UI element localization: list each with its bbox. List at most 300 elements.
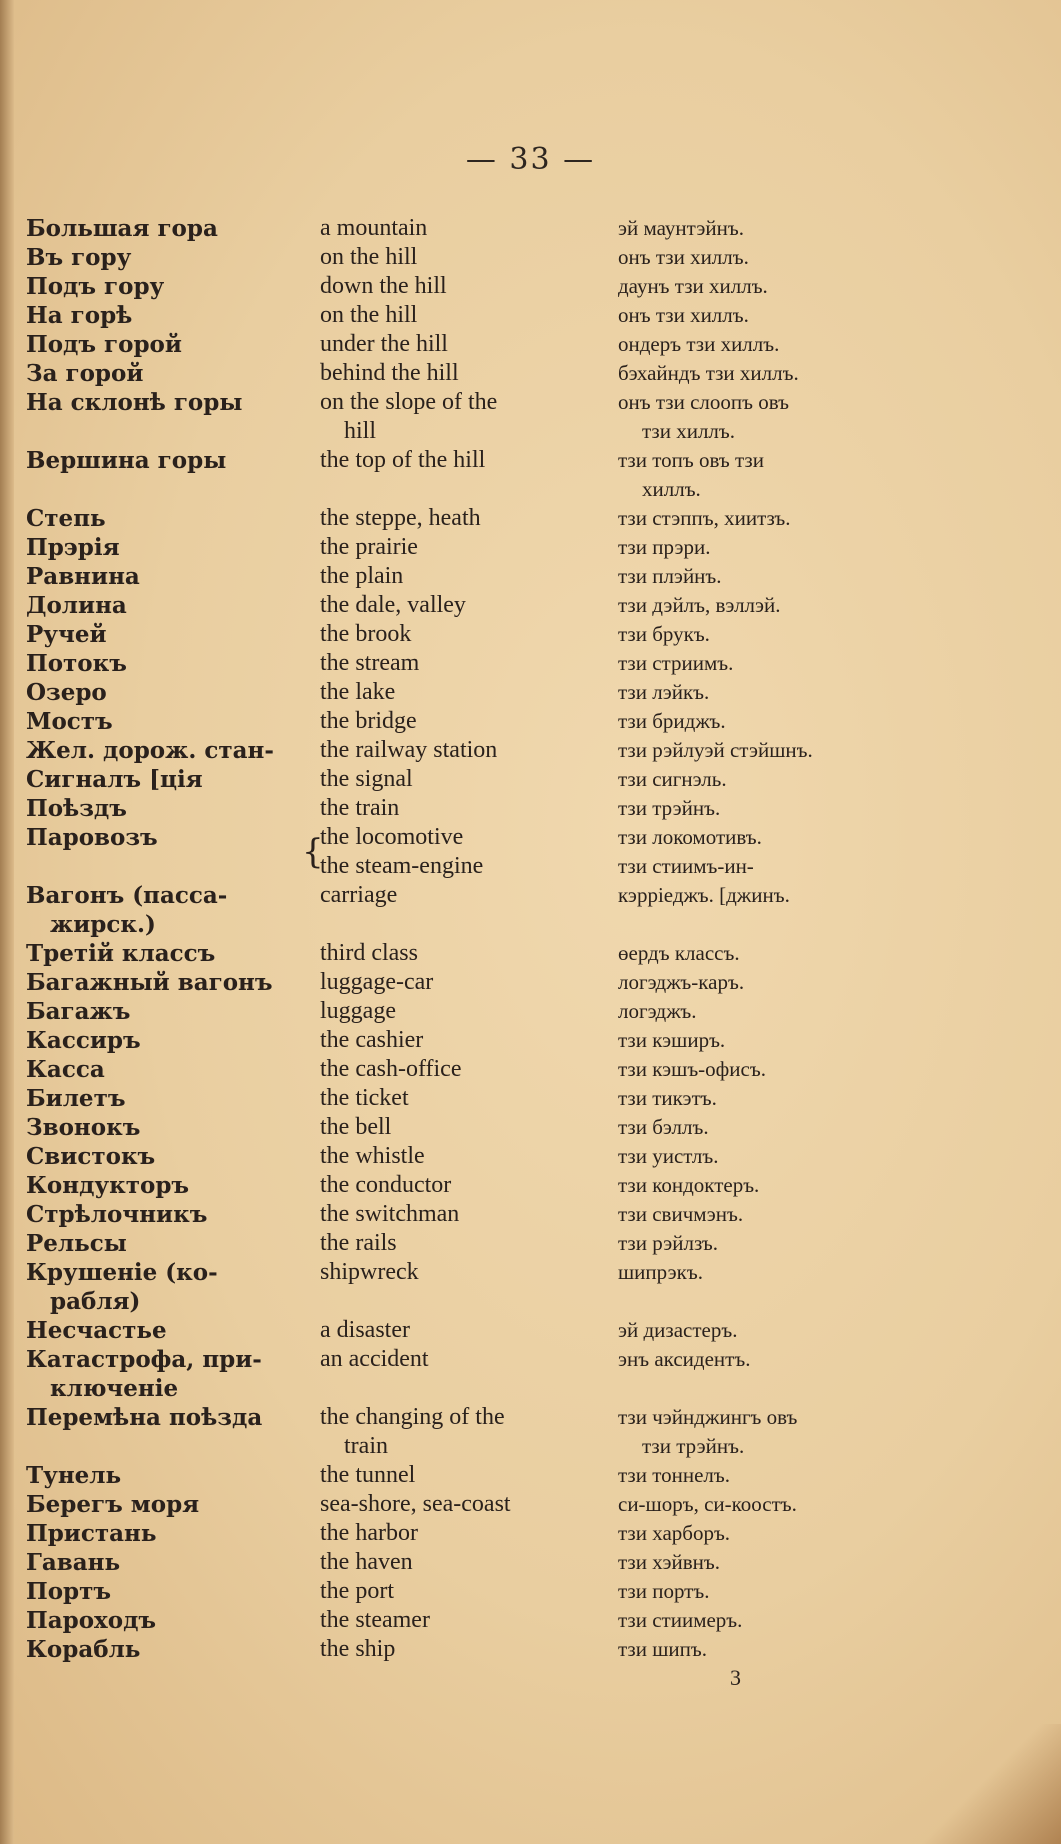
russian-term-text: На склонѣ горы: [26, 389, 243, 416]
pronunciation-text: тзи топъ овъ тзи: [618, 448, 764, 472]
pronunciation: [618, 591, 918, 620]
russian-term-text-cont: ключеніе: [50, 1375, 179, 1402]
pronunciation-text: эй дизастеръ.: [618, 1318, 738, 1342]
russian-term-text: Тунель: [26, 1462, 122, 1489]
pronunciation: [618, 620, 918, 649]
english-term-text: the prairie: [320, 534, 418, 560]
russian-term-text: Гавань: [26, 1549, 121, 1576]
english-term: [320, 330, 612, 359]
english-term-text: luggage-car: [320, 969, 434, 995]
english-term: [320, 968, 612, 997]
english-term: [320, 794, 612, 823]
pronunciation: [618, 301, 918, 330]
pronunciation-text: тзи кэшъ-офисъ.: [618, 1057, 766, 1081]
entry-row: [0, 1519, 1061, 1548]
pronunciation: [618, 1403, 918, 1461]
english-term: [320, 1258, 612, 1287]
pronunciation: [618, 1258, 918, 1287]
english-term-text: the stream: [320, 650, 420, 676]
pronunciation-text: тзи портъ.: [618, 1579, 710, 1603]
english-term: [320, 1142, 612, 1171]
pronunciation-text: тзи рэйлзъ.: [618, 1231, 719, 1255]
pronunciation: [618, 562, 918, 591]
entry-row: [0, 1113, 1061, 1142]
english-term: [320, 1316, 612, 1345]
english-term-text: the conductor: [320, 1172, 452, 1198]
english-term: [320, 1635, 612, 1664]
pronunciation-text: өердъ классъ.: [618, 941, 740, 965]
pronunciation-text: тзи уистлъ.: [618, 1144, 719, 1168]
russian-term-text: Долина: [26, 592, 127, 619]
entry-row: [0, 939, 1061, 968]
russian-term: [26, 533, 316, 562]
pronunciation-text: тзи плэйнъ.: [618, 564, 722, 588]
russian-term-text: Свистокъ: [26, 1143, 156, 1170]
english-term-text: the plain: [320, 563, 404, 589]
english-term: [320, 997, 612, 1026]
pronunciation-text: тзи кондоктеръ.: [618, 1173, 760, 1197]
english-term: [320, 301, 612, 330]
entry-row: [0, 330, 1061, 359]
pronunciation: [618, 997, 918, 1026]
english-term-text: third class: [320, 940, 418, 966]
russian-term: [26, 1577, 316, 1606]
english-term-text: the brook: [320, 621, 412, 647]
pronunciation-text: тзи брукъ.: [618, 622, 710, 646]
english-term-text: the train: [320, 795, 400, 821]
pronunciation-text: тзи тоннелъ.: [618, 1463, 731, 1487]
english-term: [320, 939, 612, 968]
pronunciation-text: тзи сигнэль.: [618, 767, 727, 791]
russian-term: [26, 707, 316, 736]
english-term-text: on the slope of the: [320, 389, 498, 415]
entry-row: [0, 533, 1061, 562]
russian-term: [26, 301, 316, 330]
russian-term-text: Равнина: [26, 563, 140, 590]
english-term: [320, 649, 612, 678]
russian-term-text: Берегъ моря: [26, 1491, 200, 1518]
english-term: [320, 1200, 612, 1229]
entry-row: [0, 968, 1061, 997]
english-term-text: the locomotive: [320, 824, 464, 850]
pronunciation-text: тзи харборъ.: [618, 1521, 731, 1545]
pronunciation-text: тзи дэйлъ, вэллэй.: [618, 593, 781, 617]
pronunciation-text: тзи хэйвнъ.: [618, 1550, 720, 1574]
entry-row: [0, 1171, 1061, 1200]
pronunciation: [618, 939, 918, 968]
pronunciation: [618, 1084, 918, 1113]
english-term: [320, 823, 612, 881]
entry-row: [0, 1316, 1061, 1345]
pronunciation: [618, 446, 918, 504]
russian-term: [26, 359, 316, 388]
english-term-text: the dale, valley: [320, 592, 466, 618]
russian-term: [26, 968, 316, 997]
english-term: [320, 1229, 612, 1258]
pronunciation-text: си-шоръ, си-коостъ.: [618, 1492, 797, 1516]
english-term-text: the cashier: [320, 1027, 424, 1053]
pronunciation: [618, 881, 918, 910]
english-term-text: the tunnel: [320, 1462, 416, 1488]
russian-term-text: Катастрофа, при-: [26, 1346, 262, 1373]
pronunciation: [618, 649, 918, 678]
entry-row: [0, 1490, 1061, 1519]
signature-mark: 3: [730, 1665, 741, 1690]
english-term: [320, 707, 612, 736]
russian-term: [26, 446, 316, 475]
english-term: [320, 1345, 612, 1374]
russian-term: [26, 1142, 316, 1171]
english-term-text: the whistle: [320, 1143, 425, 1169]
russian-term-text: Рельсы: [26, 1230, 127, 1257]
russian-term: [26, 1490, 316, 1519]
english-term-text: luggage: [320, 998, 396, 1024]
english-term-text: the cash-office: [320, 1056, 462, 1082]
pronunciation: [618, 1490, 918, 1519]
english-term-text: behind the hill: [320, 360, 459, 386]
pronunciation-text: тзи локомотивъ.: [618, 825, 762, 849]
english-term: [320, 881, 612, 910]
entry-row: [0, 388, 1061, 446]
russian-term-text: Сигналъ [ція: [26, 766, 203, 793]
pronunciation-text: тзи прэри.: [618, 535, 711, 559]
english-term: [320, 533, 612, 562]
entry-row: [0, 678, 1061, 707]
entry-row: [0, 736, 1061, 765]
pronunciation: [618, 707, 918, 736]
russian-term-text: Поѣздъ: [26, 795, 127, 822]
russian-term: [26, 243, 316, 272]
english-term-text: on the hill: [320, 302, 418, 328]
pronunciation: [618, 1316, 918, 1345]
english-term: [320, 504, 612, 533]
pronunciation-text: тзи кэширъ.: [618, 1028, 726, 1052]
english-term-text: the harbor: [320, 1520, 418, 1546]
russian-term: [26, 881, 316, 939]
english-term-text: the bell: [320, 1114, 392, 1140]
entry-row: [0, 1577, 1061, 1606]
russian-term: [26, 1519, 316, 1548]
russian-term: [26, 1171, 316, 1200]
entry-row: [0, 1345, 1061, 1403]
english-term: [320, 1026, 612, 1055]
russian-term-text: Багажный вагонъ: [26, 969, 273, 996]
english-term: [320, 1548, 612, 1577]
pronunciation-text: тзи бэллъ.: [618, 1115, 709, 1139]
russian-term: [26, 1026, 316, 1055]
entry-row: [0, 446, 1061, 504]
english-term: [320, 243, 612, 272]
russian-term: [26, 591, 316, 620]
russian-term-text: Вершина горы: [26, 447, 227, 474]
russian-term: [26, 649, 316, 678]
entry-row: [0, 1055, 1061, 1084]
russian-term: [26, 1548, 316, 1577]
english-term: [320, 388, 612, 446]
pronunciation-text: даунъ тзи хиллъ.: [618, 274, 768, 298]
pronunciation-text: тзи шипъ.: [618, 1637, 707, 1661]
russian-term: [26, 1229, 316, 1258]
pronunciation-text: тзи лэйкъ.: [618, 680, 710, 704]
entry-row: [0, 823, 1061, 881]
english-term-text: the steppe, heath: [320, 505, 481, 531]
entry-row: [0, 1403, 1061, 1461]
pronunciation-text: тзи стэппъ, хиитзъ.: [618, 506, 791, 530]
worn-corner: [901, 1724, 1061, 1844]
entry-row: [0, 1026, 1061, 1055]
russian-term: [26, 272, 316, 301]
english-term-text: the steamer: [320, 1607, 430, 1633]
english-term: [320, 1461, 612, 1490]
pronunciation: [618, 823, 918, 881]
pronunciation-text: тзи стриимъ.: [618, 651, 734, 675]
entry-row: [0, 1606, 1061, 1635]
pronunciation: [618, 1345, 918, 1374]
english-term: [320, 446, 612, 475]
russian-term: [26, 620, 316, 649]
pronunciation-text-cont: тзи хиллъ.: [642, 419, 736, 443]
entry-row: [0, 243, 1061, 272]
russian-term: [26, 214, 316, 243]
russian-term: [26, 1345, 316, 1403]
entry-row: [0, 214, 1061, 243]
english-term-text: carriage: [320, 882, 398, 908]
entry-row: [0, 301, 1061, 330]
entry-row: [0, 1229, 1061, 1258]
pronunciation-text: эй маунтэйнъ.: [618, 216, 744, 240]
english-term-text: an accident: [320, 1346, 429, 1372]
english-term: [320, 562, 612, 591]
english-term-text: the railway station: [320, 737, 498, 763]
pronunciation: [618, 1026, 918, 1055]
russian-term-text: Кассиръ: [26, 1027, 141, 1054]
russian-term: [26, 1113, 316, 1142]
pronunciation: [618, 1229, 918, 1258]
pronunciation: [618, 968, 918, 997]
pronunciation-text: тзи тикэтъ.: [618, 1086, 717, 1110]
entry-row: [0, 1258, 1061, 1316]
pronunciation: [618, 1519, 918, 1548]
pronunciation-text: тзи свичмэнъ.: [618, 1202, 744, 1226]
pronunciation: [618, 1200, 918, 1229]
pronunciation-text-cont: хиллъ.: [642, 477, 701, 501]
pronunciation: [618, 794, 918, 823]
english-term-text: under the hill: [320, 331, 448, 357]
russian-term-text: Портъ: [26, 1578, 112, 1605]
english-term-text: the bridge: [320, 708, 417, 734]
russian-term: [26, 1200, 316, 1229]
pronunciation: [618, 1171, 918, 1200]
english-term-text: the signal: [320, 766, 413, 792]
russian-term: [26, 794, 316, 823]
english-term-text: sea-shore, sea-coast: [320, 1491, 511, 1517]
english-term: [320, 736, 612, 765]
entry-row: [0, 1142, 1061, 1171]
russian-term-text: За горой: [26, 360, 144, 387]
english-term: [320, 1519, 612, 1548]
russian-term-text: Большая гора: [26, 215, 218, 242]
english-term: [320, 272, 612, 301]
pronunciation-text: тзи чэйнджингъ овъ: [618, 1405, 798, 1429]
entry-row: [0, 359, 1061, 388]
english-term: [320, 1113, 612, 1142]
russian-term-text: Перемѣна поѣзда: [26, 1404, 263, 1431]
russian-term-text: Третій классъ: [26, 940, 216, 967]
pronunciation-text: ондеръ тзи хиллъ.: [618, 332, 780, 356]
pronunciation: [618, 272, 918, 301]
english-term-text: the changing of the: [320, 1404, 505, 1430]
entry-row: [0, 881, 1061, 939]
pronunciation-text: тзи трэйнъ.: [618, 796, 721, 820]
russian-term-text: Багажъ: [26, 998, 131, 1025]
russian-term: [26, 997, 316, 1026]
pronunciation: [618, 1577, 918, 1606]
entry-row: [0, 1635, 1061, 1664]
english-term-text: a disaster: [320, 1317, 410, 1343]
entry-row: [0, 794, 1061, 823]
russian-term: [26, 1258, 316, 1316]
russian-term-text: Стрѣлочникъ: [26, 1201, 208, 1228]
russian-term-text: Въ гору: [26, 244, 132, 271]
page-header: — 33 —: [465, 142, 596, 177]
pronunciation: [618, 1461, 918, 1490]
english-term-text: the switchman: [320, 1201, 460, 1227]
entry-row: [0, 707, 1061, 736]
entry-row: [0, 1200, 1061, 1229]
russian-term: [26, 736, 316, 765]
pronunciation: [618, 504, 918, 533]
russian-term-text: Пристань: [26, 1520, 157, 1547]
english-term: [320, 1055, 612, 1084]
pronunciation-text: онъ тзи слоопъ овъ: [618, 390, 789, 414]
pronunciation: [618, 1548, 918, 1577]
russian-term: [26, 330, 316, 359]
entry-row: [0, 765, 1061, 794]
russian-term-text: Несчастье: [26, 1317, 167, 1344]
russian-term-text: Паровозъ: [26, 824, 158, 851]
english-term: [320, 1084, 612, 1113]
russian-term-text: Ручей: [26, 621, 107, 648]
russian-term: [26, 823, 316, 852]
pronunciation-text: бэхайндъ тзи хиллъ.: [618, 361, 799, 385]
russian-term-text-cont: жирск.): [50, 911, 156, 938]
english-term-text: the port: [320, 1578, 394, 1604]
english-term-text-cont: train: [344, 1433, 388, 1459]
russian-term-text: Подъ гору: [26, 273, 165, 300]
pronunciation: [618, 533, 918, 562]
pronunciation-text: тзи стиимеръ.: [618, 1608, 743, 1632]
russian-term-text: Пароходъ: [26, 1607, 157, 1634]
russian-term-text-cont: рабля): [50, 1288, 141, 1315]
pronunciation: [618, 1635, 918, 1664]
entry-row: [0, 1548, 1061, 1577]
english-term-text-cont: the steam-engine: [320, 853, 484, 879]
russian-term-text: Корабль: [26, 1636, 141, 1663]
russian-term-text: Билетъ: [26, 1085, 126, 1112]
russian-term-text: Вагонъ (пасса-: [26, 882, 228, 909]
russian-term-text: Кондукторъ: [26, 1172, 190, 1199]
english-term-text-cont: hill: [344, 418, 377, 444]
pronunciation: [618, 359, 918, 388]
english-term-text: down the hill: [320, 273, 447, 299]
english-term: [320, 1171, 612, 1200]
english-term-text: the rails: [320, 1230, 397, 1256]
english-term-text: the lake: [320, 679, 396, 705]
english-term-text: the haven: [320, 1549, 413, 1575]
russian-term: [26, 1055, 316, 1084]
english-term: [320, 591, 612, 620]
pronunciation-text: кэрріеджъ. [джинъ.: [618, 883, 790, 907]
entry-row: [0, 504, 1061, 533]
entry-row: [0, 620, 1061, 649]
russian-term-text: Жел. дорож. стан-: [26, 737, 274, 764]
english-term: [320, 1490, 612, 1519]
pronunciation-text: онъ тзи хиллъ.: [618, 303, 749, 327]
english-term: [320, 214, 612, 243]
russian-term: [26, 939, 316, 968]
pronunciation: [618, 736, 918, 765]
pronunciation: [618, 243, 918, 272]
russian-term-text: Крушеніе (ко-: [26, 1259, 218, 1286]
entry-row: [0, 997, 1061, 1026]
english-term-text: the ship: [320, 1636, 396, 1662]
russian-term: [26, 1403, 316, 1432]
pronunciation: [618, 1055, 918, 1084]
entry-row: [0, 649, 1061, 678]
pronunciation: [618, 388, 918, 446]
pronunciation-text: логэджъ.: [618, 999, 697, 1023]
entry-row: [0, 272, 1061, 301]
russian-term: [26, 1316, 316, 1345]
entry-row: [0, 591, 1061, 620]
russian-term-text: Прэрія: [26, 534, 120, 561]
english-term: [320, 359, 612, 388]
pronunciation-text-cont: тзи трэйнъ.: [642, 1434, 745, 1458]
english-term: [320, 765, 612, 794]
pronunciation: [618, 1142, 918, 1171]
russian-term-text: Мостъ: [26, 708, 113, 735]
english-term: [320, 1606, 612, 1635]
pronunciation: [618, 330, 918, 359]
pronunciation-text: тзи бриджъ.: [618, 709, 726, 733]
english-term-text: shipwreck: [320, 1259, 419, 1285]
entry-row: [0, 562, 1061, 591]
brace-glyph: {: [302, 832, 324, 872]
russian-term-text: Озеро: [26, 679, 107, 706]
pronunciation-text: энъ аксидентъ.: [618, 1347, 751, 1371]
pronunciation: [618, 765, 918, 794]
pronunciation: [618, 678, 918, 707]
russian-term-text: Касса: [26, 1056, 105, 1083]
pronunciation: [618, 1113, 918, 1142]
russian-term-text: Степь: [26, 505, 106, 532]
russian-term: [26, 1635, 316, 1664]
pronunciation-text: логэджъ-каръ.: [618, 970, 745, 994]
pronunciation-text: тзи рэйлуэй стэйшнъ.: [618, 738, 813, 762]
russian-term-text: Подъ горой: [26, 331, 182, 358]
english-term: [320, 1403, 612, 1461]
russian-term: [26, 1461, 316, 1490]
english-term-text: the ticket: [320, 1085, 409, 1111]
russian-term: [26, 1084, 316, 1113]
english-term-text: a mountain: [320, 215, 428, 241]
russian-term: [26, 765, 316, 794]
russian-term: [26, 388, 316, 417]
russian-term-text: Звонокъ: [26, 1114, 141, 1141]
entry-row: [0, 1461, 1061, 1490]
english-term: [320, 620, 612, 649]
pronunciation: [618, 214, 918, 243]
